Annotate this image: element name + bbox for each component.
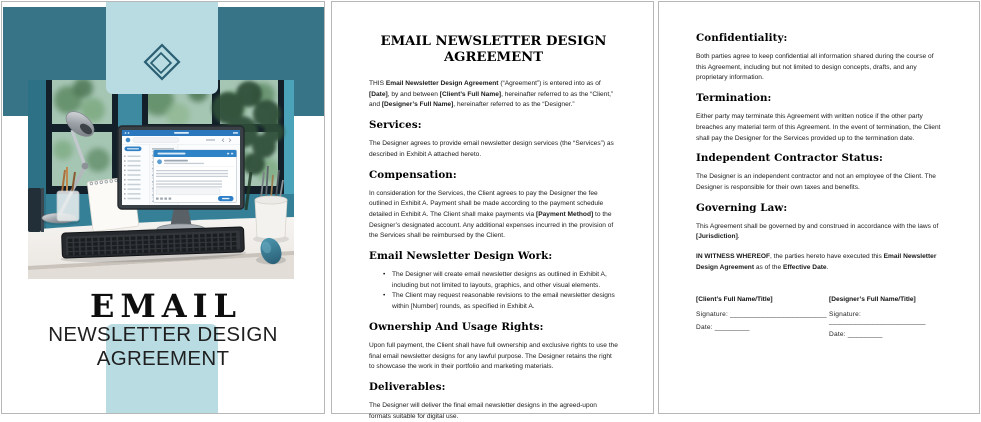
- signatory-name: [Client’s Full Name/Title]: [696, 296, 773, 304]
- cover-top-tab: [106, 2, 218, 94]
- section-heading: Services:: [369, 119, 422, 132]
- cover-title-sub1: NEWSLETTER DESIGN: [48, 323, 278, 346]
- workspace-photo-illustration: [28, 80, 294, 279]
- signature-block: [696, 296, 944, 344]
- section-heading: Deliverables:: [369, 380, 446, 393]
- paragraph: IN WITNESS WHEREOF, the parties hereto have executed this Email Newsletter Design Agreement as of the Effective Date.: [696, 253, 937, 271]
- paragraph: In consideration for the Services, the Client agrees to pay the Designer the fee outlined in Exhibit A. Payment shall be made according to the payment schedule detailed in Exhibit A. The Client shall make payments via [Payment Method] to the Designer’s designated account. Any additional expenses incurred in the provision of the Services shall be reimbursed by the Client.: [369, 189, 614, 240]
- paragraph: The Designer will deliver the final email newsletter designs in the agreed-upon formats suitable for digital use.: [369, 401, 597, 420]
- signature-column: [829, 296, 944, 344]
- paragraph: This Agreement shall be governed by and construed in accordance with the laws of [Jurisdiction].: [696, 222, 939, 241]
- section-heading: Confidentiality:: [696, 32, 788, 44]
- section-heading: Compensation:: [369, 168, 457, 181]
- agreement-page-2: [658, 1, 980, 414]
- cover-title-main: EMAIL: [89, 287, 243, 325]
- section-heading: Termination:: [696, 92, 772, 105]
- workspace-photo: [28, 80, 294, 279]
- section-heading: Governing Law:: [696, 201, 788, 214]
- section-heading: Email Newsletter Design Work:: [369, 250, 553, 263]
- section-heading: Ownership And Usage Rights:: [369, 320, 544, 333]
- signature-line: Signature: _________________________: [696, 311, 827, 319]
- paragraph: The Designer agrees to provide email newsletter design services (the “Services”) as described in Exhibit A attached hereto.: [369, 140, 614, 158]
- cover-title-block: [2, 289, 324, 370]
- bullet-item: • The Client may request reasonable revisions to the email newsletter designs within [Number] rounds, as specified in Exhibit A.: [392, 291, 618, 312]
- agreement-body-2: [696, 32, 944, 344]
- bullet-item: • The Designer will create email newsletter designs as outlined in Exhibit A, including but not limited to layouts, graphics, and other visual elements.: [392, 270, 618, 291]
- paragraph: The Designer is an independent contractor and not an employee of the Client. The Designer is responsible for their own taxes and benefits.: [696, 173, 936, 191]
- paragraph: Either party may terminate this Agreement with written notice if the other party breaches any material term of this Agreement. In the event of termination, the Client shall pay the Designer for the Services provided up to the termination date.: [696, 113, 941, 142]
- date-line: Date: _________: [696, 324, 750, 332]
- paragraph: Upon full payment, the Client shall have full ownership and exclusive rights to use the final email newsletter designs for any lawful purpose. The Designer retains the right to showcase the work in their portfolio and marketing materials.: [369, 341, 618, 371]
- signature-column: [696, 296, 829, 344]
- diamond-logo-icon: [140, 40, 184, 84]
- cover-title-sub2: AGREEMENT: [96, 346, 230, 370]
- signatory-name: [Designer’s Full Name/Title]: [829, 296, 916, 304]
- signature-line: Signature: _________________________: [829, 311, 926, 326]
- section-heading: Independent Contractor Status:: [696, 152, 883, 165]
- date-line: Date: _________: [829, 331, 883, 339]
- agreement-page-1: [331, 1, 654, 420]
- paragraph: Both parties agree to keep confidential all information shared during the course of this Agreement, including but not limited to design concepts, drafts, and any proprietary information.: [696, 53, 934, 82]
- bullet-list: [369, 270, 618, 313]
- cover-page: [1, 1, 325, 414]
- agreement-body-1: [369, 79, 618, 422]
- document-title: EMAIL NEWSLETTER DESIGN AGREEMENT: [380, 34, 607, 65]
- paragraph: THIS Email Newsletter Design Agreement (“Agreement”) is entered into as of [Date], by and between [Client’s Full Name], hereinafter referred to as the “Client,” and [Designer’s Full Name], hereinafter referred to as the “Designer.”: [369, 80, 614, 109]
- laptop-edge: [28, 188, 44, 232]
